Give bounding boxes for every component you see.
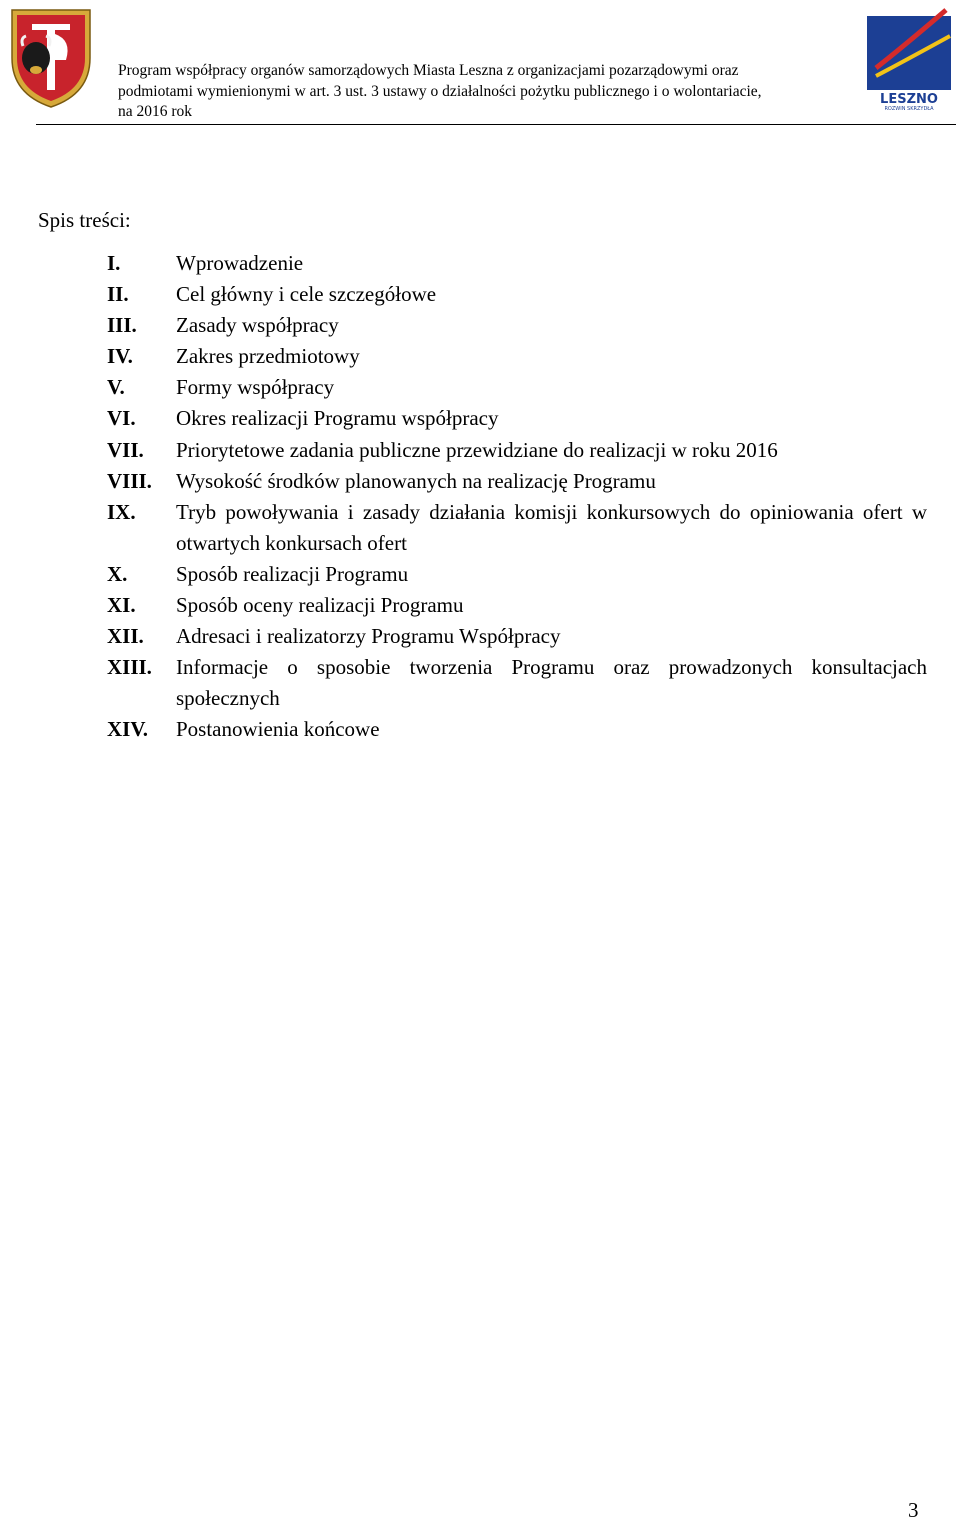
toc-item-number: XI. bbox=[107, 593, 136, 618]
toc-item-number: IX. bbox=[107, 499, 136, 524]
logo-tagline: ROZWIN SKRZYDŁA bbox=[884, 106, 934, 112]
toc-item-text: Wprowadzenie bbox=[176, 251, 304, 275]
toc-item-number: III. bbox=[107, 313, 137, 338]
toc-item-number: IV. bbox=[107, 344, 133, 369]
toc-item-text: Adresaci i realizatorzy Programu Współpracy bbox=[176, 624, 561, 649]
toc-item bbox=[107, 590, 927, 621]
table-of-contents bbox=[107, 248, 927, 746]
header-line-1: Program współpracy organów samorządowych Miasta Leszna z organizacjami pozarządowymi oraz bbox=[118, 62, 739, 79]
toc-item bbox=[107, 403, 927, 434]
toc-item-text: Sposób realizacji Programu bbox=[176, 561, 409, 586]
toc-item bbox=[107, 714, 927, 745]
toc-item-number: XII. bbox=[107, 624, 144, 649]
toc-item-number: VI. bbox=[107, 406, 136, 431]
toc-item-text: Cel główny i cele szczegółowe bbox=[176, 282, 437, 307]
toc-item-text: Informacje o sposobie tworzenia Programu oraz prowadzonych konsultacjach społecznych bbox=[176, 655, 927, 711]
toc-item bbox=[107, 652, 927, 714]
toc-item-text: Postanowienia końcowe bbox=[176, 717, 380, 742]
page-header bbox=[0, 0, 960, 130]
toc-item-text: Okres realizacji Programu współpracy bbox=[176, 406, 499, 431]
header-divider bbox=[36, 124, 956, 125]
toc-title: Spis treści: bbox=[38, 208, 131, 232]
toc-item bbox=[107, 310, 927, 341]
page-number: 3 bbox=[908, 1498, 919, 1522]
leszno-logo-icon bbox=[864, 6, 954, 112]
toc-item bbox=[107, 466, 927, 497]
toc-item-text: Formy współpracy bbox=[176, 375, 335, 400]
toc-item-text: Priorytetowe zadania publiczne przewidziane do realizacji w roku 2016 bbox=[176, 437, 778, 462]
toc-item-number: I. bbox=[107, 251, 121, 275]
toc-item-number: VII. bbox=[107, 437, 144, 462]
toc-item bbox=[107, 248, 927, 279]
city-crest-icon bbox=[6, 6, 96, 110]
header-line-2: podmiotami wymienionymi w art. 3 ust. 3 ustawy o działalności pożytku publicznego i o wolontariacie, bbox=[118, 82, 762, 100]
toc-item bbox=[107, 621, 927, 652]
toc-item-number: XIV. bbox=[107, 717, 149, 742]
toc-item bbox=[107, 372, 927, 403]
header-title bbox=[118, 61, 863, 123]
toc-item-number: VIII. bbox=[107, 468, 152, 493]
toc-item-number: X. bbox=[107, 561, 128, 586]
toc-item-text: Zasady współpracy bbox=[176, 313, 339, 338]
logo-text: LESZNO bbox=[880, 92, 938, 107]
toc-item bbox=[107, 435, 927, 466]
toc-item bbox=[107, 497, 927, 559]
toc-item-number: V. bbox=[107, 375, 125, 400]
toc-item bbox=[107, 341, 927, 372]
toc-item-text: Wysokość środków planowanych na realizację Programu bbox=[176, 468, 656, 493]
header-line-3: na 2016 rok bbox=[118, 103, 193, 120]
toc-item-text: Tryb powoływania i zasady działania komisji konkursowych do opiniowania ofert w otwartych konkursach ofert bbox=[176, 499, 927, 555]
toc-item-number: II. bbox=[107, 282, 129, 307]
toc-item bbox=[107, 279, 927, 310]
toc-item-text: Sposób oceny realizacji Programu bbox=[176, 593, 464, 618]
toc-item-text: Zakres przedmiotowy bbox=[176, 344, 360, 369]
toc-item bbox=[107, 559, 927, 590]
toc-item-number: XIII. bbox=[107, 655, 152, 680]
